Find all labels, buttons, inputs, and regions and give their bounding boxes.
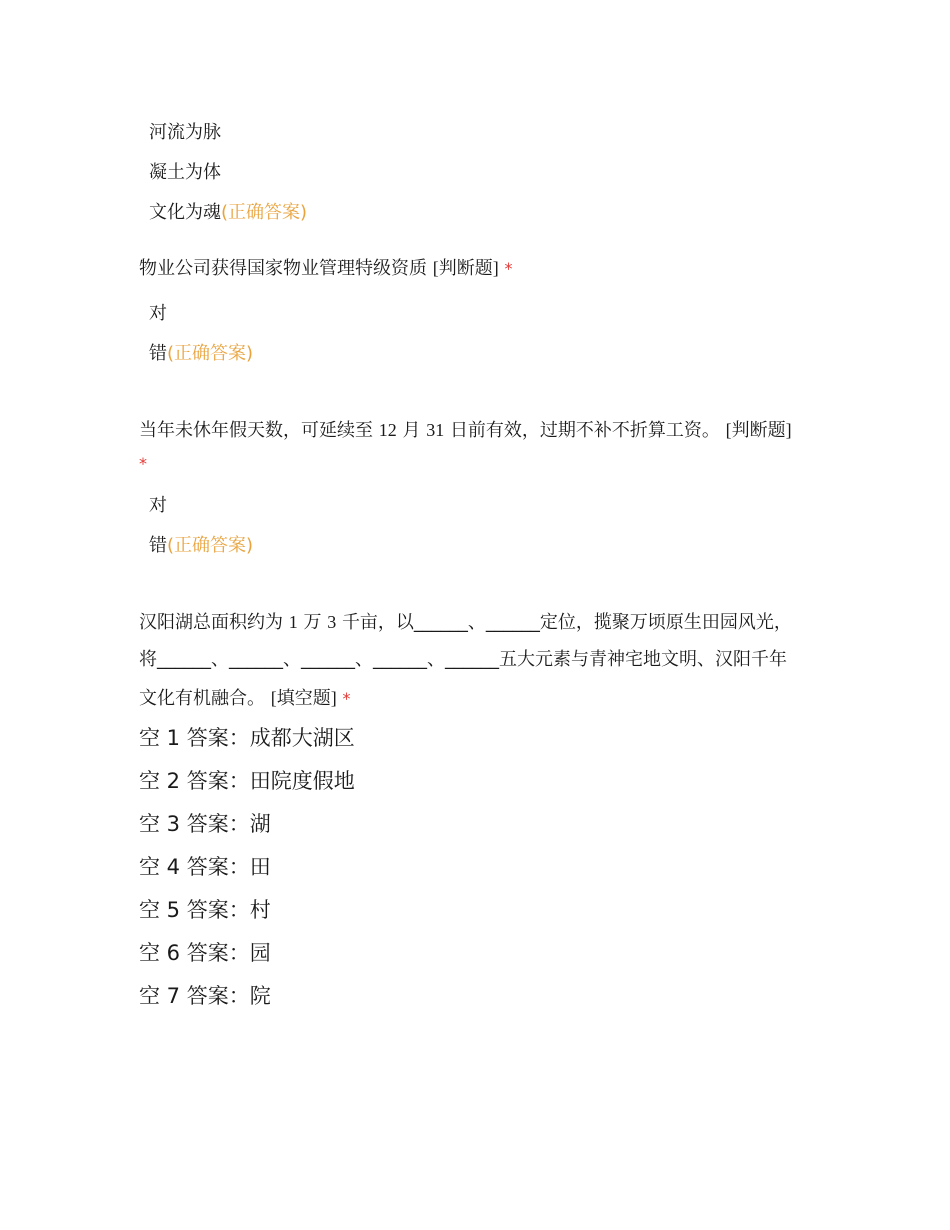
blank-answer: 空 7 答案：院 — [139, 984, 271, 1008]
question-text: 将______、______、______、______、______五大元素与青神宅地文明、汉阳千年 — [139, 649, 787, 670]
blank-answer: 空 6 答案：园 — [139, 941, 271, 965]
option-label: 凝土为体 — [149, 162, 221, 183]
option-item — [149, 303, 167, 325]
option-label: 错 — [149, 535, 167, 556]
option-item — [149, 202, 307, 224]
correct-answer-marker: (正确答案) — [221, 202, 308, 223]
question-text: 物业公司获得国家物业管理特级资质 — [139, 258, 427, 279]
question-text: 当年未休年假天数，可延续至 — [139, 420, 373, 441]
blank-answer: 空 3 答案：湖 — [139, 812, 271, 836]
question-title — [139, 257, 512, 280]
option-item — [149, 495, 167, 517]
question-text: 月 — [402, 420, 421, 441]
option-label: 错 — [149, 343, 167, 364]
question-title-line-3 — [139, 687, 350, 710]
question-text: 千亩，以______、______定位，揽聚万顷原生田园风光， — [341, 612, 792, 633]
question-number: 31 — [426, 420, 445, 440]
question-type: [判断题] — [725, 420, 792, 440]
question-text: 汉阳湖总面积约为 — [139, 612, 283, 633]
question-text: 万 — [303, 612, 322, 633]
question-required-line — [139, 453, 147, 475]
option-label: 对 — [149, 495, 167, 516]
blank-answer: 空 4 答案：田 — [139, 855, 271, 879]
option-label: 文化为魂 — [149, 202, 221, 223]
question-number: 12 — [378, 420, 397, 440]
option-item — [149, 343, 253, 365]
question-type: [判断题] — [432, 258, 499, 278]
question-number: 3 — [327, 612, 337, 632]
required-asterisk: * — [504, 259, 513, 278]
question-type: [填空题] — [270, 688, 337, 708]
blank-answer: 空 2 答案：田院度假地 — [139, 769, 355, 793]
required-asterisk: * — [139, 454, 147, 473]
option-item — [149, 122, 221, 144]
question-title — [139, 419, 792, 442]
blank-answer: 空 1 答案：成都大湖区 — [139, 726, 355, 750]
option-item — [149, 162, 221, 184]
question-text: 日前有效，过期不补不折算工资。 — [449, 420, 720, 441]
question-text: 文化有机融合。 — [139, 688, 265, 709]
option-item — [149, 535, 253, 557]
correct-answer-marker: (正确答案) — [167, 343, 254, 364]
correct-answer-marker: (正确答案) — [167, 535, 254, 556]
question-title-line-2 — [139, 649, 787, 671]
blank-answer: 空 5 答案：村 — [139, 898, 271, 922]
required-asterisk: * — [342, 689, 351, 708]
option-label: 河流为脉 — [149, 122, 221, 143]
option-label: 对 — [149, 303, 167, 324]
question-title-line-1 — [139, 611, 792, 634]
question-number: 1 — [288, 612, 298, 632]
